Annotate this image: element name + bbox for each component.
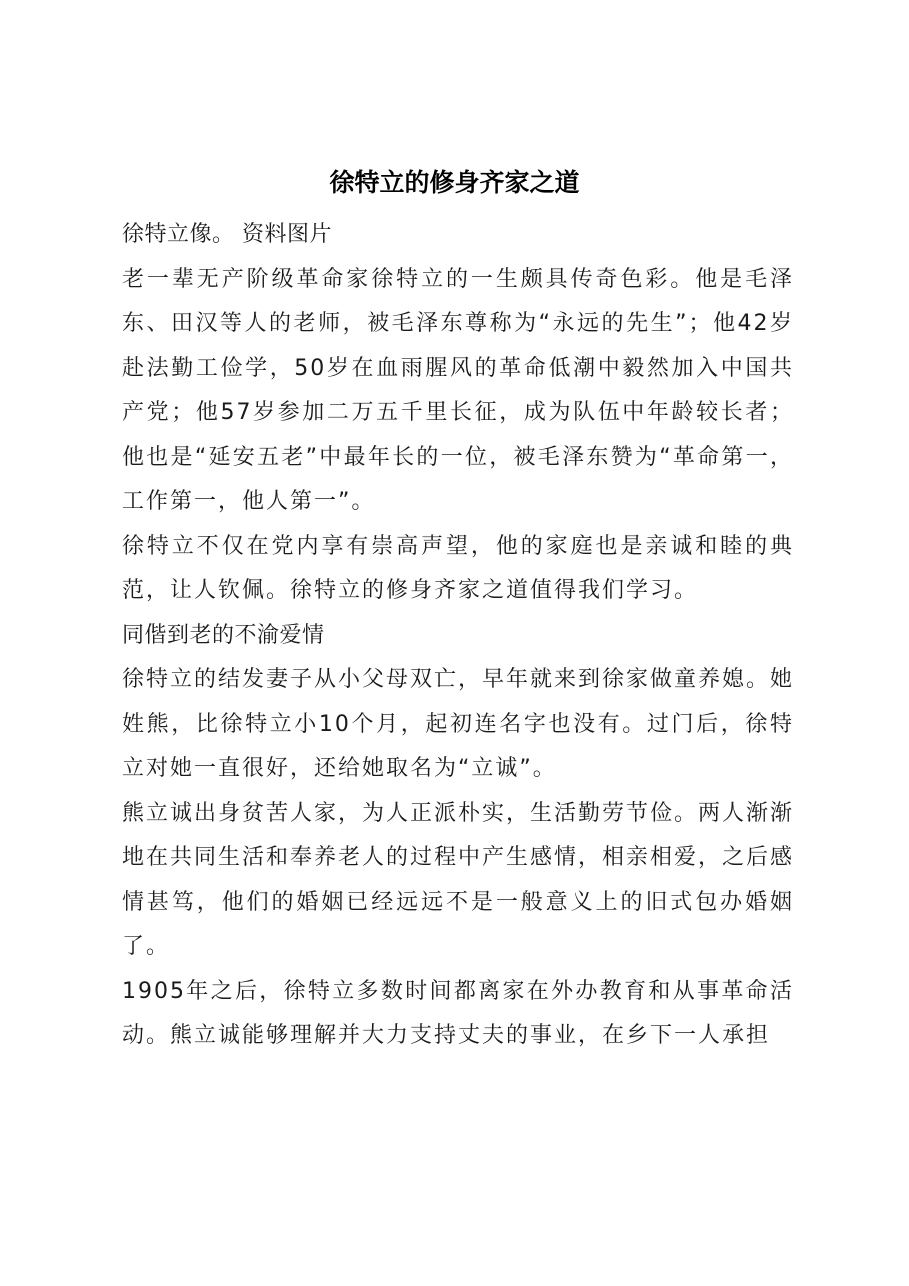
section-heading: 同偕到老的不渝爱情 xyxy=(122,622,325,648)
paragraph-1905: 1905年之后，徐特立多数时间都离家在外办教育和从事革命活动。熊立诚能够理解并大力支持丈夫的事业，在乡下一人承担 xyxy=(122,978,794,1048)
paragraph-intro: 老一辈无产阶级革命家徐特立的一生颇具传奇色彩。他是毛泽东、田汉等人的老师，被毛泽东尊称为“永远的先生”；他42岁赴法勤工俭学，50岁在血雨腥风的革命低潮中毅然加入中国共产党；他57岁参加二万五千里长征，成为队伍中年龄较长者；他也是“延安五老”中最年长的一位，被毛泽东赞为“革命第一，工作第一，他人第一”。 xyxy=(122,266,794,514)
document-title: 徐特立的修身齐家之道 xyxy=(329,168,580,197)
document-body xyxy=(122,213,794,1059)
paragraph-reputation: 徐特立不仅在党内享有崇高声望，他的家庭也是亲诚和睦的典范，让人钦佩。徐特立的修身齐家之道值得我们学习。 xyxy=(122,533,794,603)
paragraph-wife: 徐特立的结发妻子从小父母双亡，早年就来到徐家做童养媳。她姓熊，比徐特立小10个月，起初连名字也没有。过门后，徐特立对她一直很好，还给她取名为“立诚”。 xyxy=(122,667,795,781)
image-caption: 徐特立像。 资料图片 xyxy=(122,222,332,247)
paragraph-marriage: 熊立诚出身贫苦人家，为人正派朴实，生活勤劳节俭。两人渐渐地在共同生活和奉养老人的过程中产生感情，相亲相爱，之后感情甚笃，他们的婚姻已经远远不是一般意义上的旧式包办婚姻了。 xyxy=(122,800,795,959)
